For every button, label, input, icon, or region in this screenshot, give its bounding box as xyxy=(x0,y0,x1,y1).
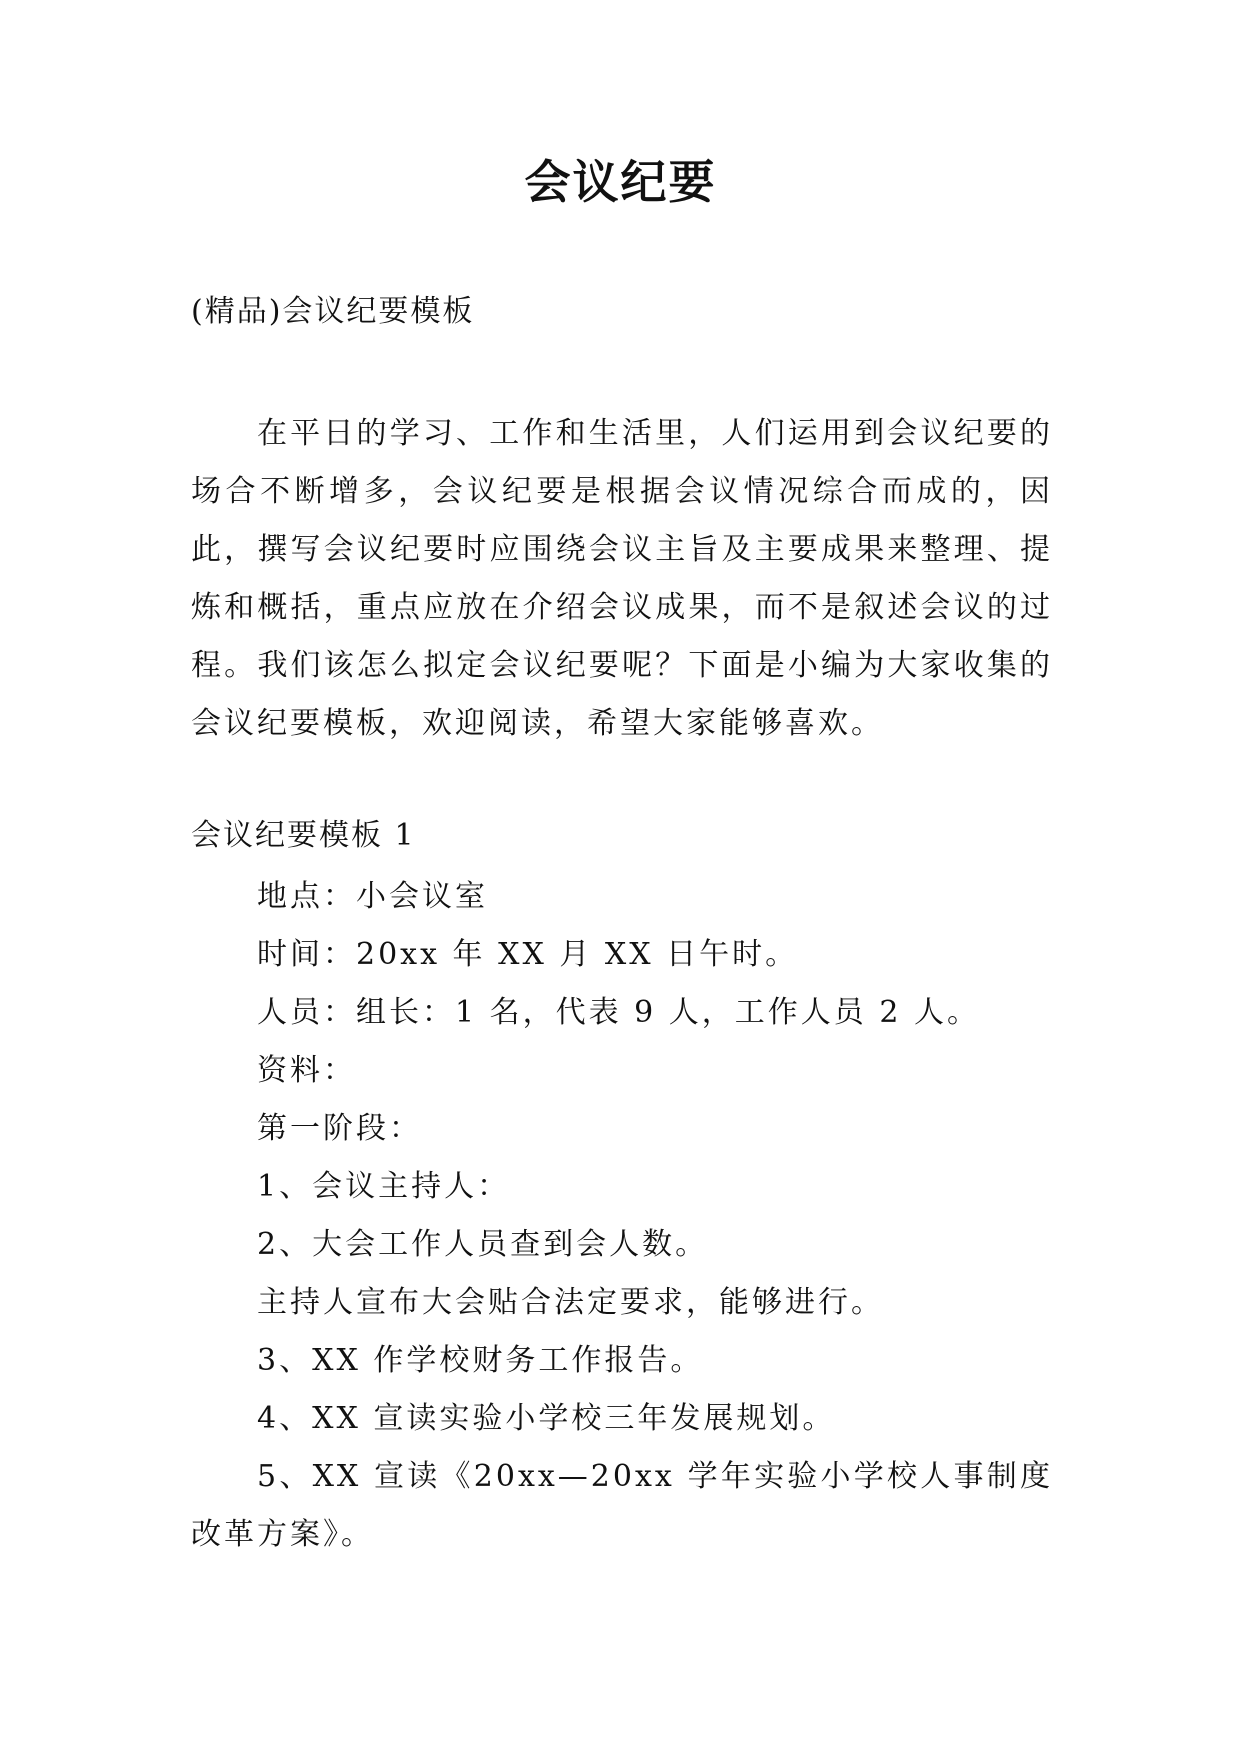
line-item-5: 5、XX 宣读《20xx—20xx 学年实验小学校人事制度改革方案》。 xyxy=(191,1459,1053,1552)
line-attendees: 人员：组长：1 名，代表 9 人，工作人员 2 人。 xyxy=(257,995,980,1030)
line-item-4: 4、XX 宣读实验小学校三年发展规划。 xyxy=(257,1401,836,1436)
line-item-1: 1、会议主持人： xyxy=(257,1169,511,1204)
line-item-2: 2、大会工作人员查到会人数。 xyxy=(257,1227,709,1262)
document-title: 会议纪要 xyxy=(524,155,717,209)
line-location: 地点：小会议室 xyxy=(257,879,488,914)
section-heading: 会议纪要模板 1 xyxy=(191,818,416,853)
intro-paragraph: 在平日的学习、工作和生活里，人们运用到会议纪要的场合不断增多，会议纪要是根据会议情况综合而成的，因此，撰写会议纪要时应围绕会议主旨及主要成果来整理、提炼和概括，重点应放在介绍会议成果，而不是叙述会议的过程。我们该怎么拟定会议纪要呢？下面是小编为大家收集的会议纪要模板，欢迎阅读，希望大家能够喜欢。 xyxy=(191,416,1053,741)
line-announcement: 主持人宣布大会贴合法定要求，能够进行。 xyxy=(257,1285,884,1320)
line-time: 时间：20xx 年 XX 月 XX 日午时。 xyxy=(257,937,799,972)
minutes-lines xyxy=(191,868,1053,1564)
line-materials: 资料： xyxy=(257,1053,356,1088)
line-item-3: 3、XX 作学校财务工作报告。 xyxy=(257,1343,704,1378)
document-subtitle: (精品)会议纪要模板 xyxy=(191,294,475,329)
line-phase-one: 第一阶段： xyxy=(257,1111,422,1146)
